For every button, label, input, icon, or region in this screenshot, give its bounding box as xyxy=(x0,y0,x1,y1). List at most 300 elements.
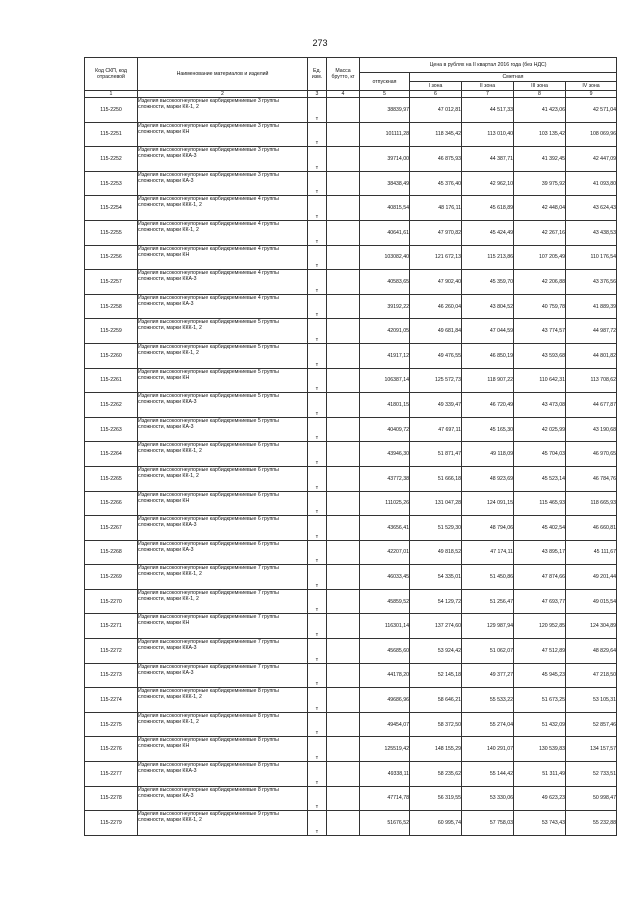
row-code: 115-2252 xyxy=(85,147,138,172)
row-release-price: 111025,26 xyxy=(360,491,410,516)
row-zone-3-price: 51 673,25 xyxy=(514,688,566,713)
table-row xyxy=(85,466,617,491)
table-row xyxy=(85,712,617,737)
row-zone-2-price: 44 387,71 xyxy=(462,147,514,172)
row-unit: т xyxy=(308,540,327,565)
table-row xyxy=(85,171,617,196)
row-zone-4-price: 46 784,76 xyxy=(566,466,617,491)
row-name: Изделия высокоогнеупорные карбидкремниевые 5 группы сложности, марки ККА-3 xyxy=(138,393,308,418)
row-zone-1-price: 131 047,28 xyxy=(410,491,462,516)
header-unit: Ед. изм. xyxy=(308,58,327,91)
table-body xyxy=(85,98,617,836)
row-zone-2-price: 140 291,07 xyxy=(462,737,514,762)
row-mass xyxy=(327,516,360,541)
row-zone-4-price: 113 708,62 xyxy=(566,368,617,393)
row-mass xyxy=(327,442,360,467)
row-code: 115-2259 xyxy=(85,319,138,344)
price-table xyxy=(84,57,617,836)
table-row xyxy=(85,343,617,368)
row-zone-3-price: 49 623,23 xyxy=(514,786,566,811)
row-unit: т xyxy=(308,442,327,467)
col-num: 4 xyxy=(327,91,360,98)
header-zone-4: IV зона xyxy=(566,82,617,91)
row-mass xyxy=(327,688,360,713)
row-name: Изделия высокоогнеупорные карбидкремниевые 7 группы сложности, марки ККА-3 xyxy=(138,639,308,664)
row-zone-1-price: 60 995,74 xyxy=(410,811,462,836)
col-num: 9 xyxy=(566,91,617,98)
row-release-price: 42207,01 xyxy=(360,540,410,565)
row-name: Изделия высокоогнеупорные карбидкремниевые 7 группы сложности, марки КК-1, 2 xyxy=(138,589,308,614)
row-zone-2-price: 45 424,49 xyxy=(462,220,514,245)
row-zone-3-price: 51 311,49 xyxy=(514,762,566,787)
row-name: Изделия высокоогнеупорные карбидкремниевые 6 группы сложности, марки ККК-1, 2 xyxy=(138,442,308,467)
row-zone-1-price: 51 871,47 xyxy=(410,442,462,467)
row-code: 115-2278 xyxy=(85,786,138,811)
row-zone-2-price: 129 987,94 xyxy=(462,614,514,639)
row-release-price: 43772,38 xyxy=(360,466,410,491)
row-zone-2-price: 49 118,09 xyxy=(462,442,514,467)
row-unit: т xyxy=(308,516,327,541)
table-row xyxy=(85,270,617,295)
header-zone-2: II зона xyxy=(462,82,514,91)
row-unit: т xyxy=(308,319,327,344)
header-name: Наименование материалов и изделий xyxy=(138,58,308,91)
row-code: 115-2253 xyxy=(85,171,138,196)
row-name: Изделия высокоогнеупорные карбидкремниевые 5 группы сложности, марки КА-3 xyxy=(138,417,308,442)
row-zone-1-price: 53 924,42 xyxy=(410,639,462,664)
row-name: Изделия высокоогнеупорные карбидкремниевые 8 группы сложности, марки КН xyxy=(138,737,308,762)
row-name: Изделия высокоогнеупорные карбидкремниевые 6 группы сложности, марки КК-1, 2 xyxy=(138,466,308,491)
row-zone-2-price: 55 144,42 xyxy=(462,762,514,787)
row-release-price: 46033,45 xyxy=(360,565,410,590)
row-zone-1-price: 49 476,55 xyxy=(410,343,462,368)
page-number: 273 xyxy=(312,38,328,48)
table-row xyxy=(85,737,617,762)
row-zone-2-price: 53 330,06 xyxy=(462,786,514,811)
row-code: 115-2274 xyxy=(85,688,138,713)
row-name: Изделия высокоогнеупорные карбидкремниевые 9 группы сложности, марки ККК-1, 2 xyxy=(138,811,308,836)
row-code: 115-2273 xyxy=(85,663,138,688)
row-zone-3-price: 45 945,23 xyxy=(514,663,566,688)
row-unit: т xyxy=(308,737,327,762)
row-zone-3-price: 42 267,16 xyxy=(514,220,566,245)
row-zone-4-price: 44 801,82 xyxy=(566,343,617,368)
row-code: 115-2268 xyxy=(85,540,138,565)
row-zone-1-price: 51 529,30 xyxy=(410,516,462,541)
row-zone-2-price: 47 174,11 xyxy=(462,540,514,565)
row-zone-3-price: 115 465,93 xyxy=(514,491,566,516)
row-release-price: 39714,00 xyxy=(360,147,410,172)
row-zone-4-price: 124 304,89 xyxy=(566,614,617,639)
row-unit: т xyxy=(308,688,327,713)
row-unit: т xyxy=(308,368,327,393)
row-unit: т xyxy=(308,343,327,368)
table-row xyxy=(85,639,617,664)
table-row xyxy=(85,196,617,221)
row-name: Изделия высокоогнеупорные карбидкремниевые 4 группы сложности, марки КК-1, 2 xyxy=(138,220,308,245)
row-release-price: 43656,41 xyxy=(360,516,410,541)
row-zone-1-price: 54 129,72 xyxy=(410,589,462,614)
row-zone-4-price: 118 665,93 xyxy=(566,491,617,516)
row-zone-3-price: 41 423,06 xyxy=(514,98,566,123)
row-release-price: 125519,42 xyxy=(360,737,410,762)
row-zone-3-price: 45 704,03 xyxy=(514,442,566,467)
row-zone-1-price: 49 818,52 xyxy=(410,540,462,565)
row-mass xyxy=(327,98,360,123)
row-zone-1-price: 47 697,11 xyxy=(410,417,462,442)
col-num: 7 xyxy=(462,91,514,98)
row-unit: т xyxy=(308,147,327,172)
row-zone-4-price: 134 157,57 xyxy=(566,737,617,762)
row-zone-4-price: 108 069,96 xyxy=(566,122,617,147)
row-zone-4-price: 42 571,04 xyxy=(566,98,617,123)
row-zone-1-price: 125 572,73 xyxy=(410,368,462,393)
row-zone-2-price: 113 010,40 xyxy=(462,122,514,147)
header-zone-1: I зона xyxy=(410,82,462,91)
header-price-title: Цена в рублях на II квартал 2016 года (без НДС) xyxy=(360,58,617,73)
row-mass xyxy=(327,663,360,688)
row-unit: т xyxy=(308,663,327,688)
row-mass xyxy=(327,294,360,319)
row-unit: т xyxy=(308,294,327,319)
row-code: 115-2262 xyxy=(85,393,138,418)
row-zone-1-price: 58 646,21 xyxy=(410,688,462,713)
row-name: Изделия высокоогнеупорные карбидкремниевые 3 группы сложности, марки ККА-3 xyxy=(138,147,308,172)
col-num: 2 xyxy=(138,91,308,98)
table-row xyxy=(85,614,617,639)
row-name: Изделия высокоогнеупорные карбидкремниевые 3 группы сложности, марки КН xyxy=(138,122,308,147)
col-num: 3 xyxy=(308,91,327,98)
row-release-price: 44178,20 xyxy=(360,663,410,688)
row-code: 115-2267 xyxy=(85,516,138,541)
row-zone-3-price: 40 759,78 xyxy=(514,294,566,319)
col-num: 6 xyxy=(410,91,462,98)
row-zone-2-price: 47 044,59 xyxy=(462,319,514,344)
row-zone-2-price: 43 804,52 xyxy=(462,294,514,319)
row-mass xyxy=(327,245,360,270)
header-code: Код СКП, код отраслевой xyxy=(85,58,138,91)
row-zone-3-price: 43 593,68 xyxy=(514,343,566,368)
row-name: Изделия высокоогнеупорные карбидкремниевые 8 группы сложности, марки КК-1, 2 xyxy=(138,712,308,737)
row-zone-1-price: 52 145,18 xyxy=(410,663,462,688)
row-release-price: 40815,54 xyxy=(360,196,410,221)
row-mass xyxy=(327,343,360,368)
row-code: 115-2275 xyxy=(85,712,138,737)
row-zone-1-price: 121 672,13 xyxy=(410,245,462,270)
row-name: Изделия высокоогнеупорные карбидкремниевые 3 группы сложности, марки КА-3 xyxy=(138,171,308,196)
row-zone-2-price: 51 256,47 xyxy=(462,589,514,614)
row-code: 115-2276 xyxy=(85,737,138,762)
row-zone-3-price: 43 473,08 xyxy=(514,393,566,418)
row-zone-3-price: 43 774,57 xyxy=(514,319,566,344)
row-zone-2-price: 124 091,15 xyxy=(462,491,514,516)
row-zone-3-price: 42 206,88 xyxy=(514,270,566,295)
row-release-price: 38438,49 xyxy=(360,171,410,196)
table-row xyxy=(85,589,617,614)
row-release-price: 40583,65 xyxy=(360,270,410,295)
row-code: 115-2279 xyxy=(85,811,138,836)
row-zone-3-price: 130 539,83 xyxy=(514,737,566,762)
row-name: Изделия высокоогнеупорные карбидкремниевые 8 группы сложности, марки ККА-3 xyxy=(138,762,308,787)
row-code: 115-2258 xyxy=(85,294,138,319)
row-release-price: 49454,07 xyxy=(360,712,410,737)
row-zone-2-price: 46 850,19 xyxy=(462,343,514,368)
row-zone-2-price: 55 533,22 xyxy=(462,688,514,713)
row-release-price: 47714,78 xyxy=(360,786,410,811)
row-mass xyxy=(327,712,360,737)
row-mass xyxy=(327,393,360,418)
row-zone-4-price: 53 105,31 xyxy=(566,688,617,713)
row-unit: т xyxy=(308,220,327,245)
row-mass xyxy=(327,589,360,614)
row-mass xyxy=(327,737,360,762)
row-mass xyxy=(327,466,360,491)
row-zone-4-price: 41 889,39 xyxy=(566,294,617,319)
row-mass xyxy=(327,270,360,295)
row-release-price: 116301,14 xyxy=(360,614,410,639)
row-zone-1-price: 137 274,60 xyxy=(410,614,462,639)
table-row xyxy=(85,147,617,172)
row-name: Изделия высокоогнеупорные карбидкремниевые 3 группы сложности, марки КК-1, 2 xyxy=(138,98,308,123)
table-row xyxy=(85,393,617,418)
row-zone-2-price: 48 923,69 xyxy=(462,466,514,491)
row-zone-1-price: 58 372,50 xyxy=(410,712,462,737)
row-zone-4-price: 50 998,47 xyxy=(566,786,617,811)
row-zone-2-price: 45 359,70 xyxy=(462,270,514,295)
row-zone-2-price: 51 062,07 xyxy=(462,639,514,664)
row-release-price: 49686,96 xyxy=(360,688,410,713)
row-unit: т xyxy=(308,491,327,516)
table-row xyxy=(85,442,617,467)
row-code: 115-2271 xyxy=(85,614,138,639)
row-mass xyxy=(327,122,360,147)
row-name: Изделия высокоогнеупорные карбидкремниевые 7 группы сложности, марки ККК-1, 2 xyxy=(138,565,308,590)
table-row xyxy=(85,417,617,442)
row-zone-1-price: 47 902,40 xyxy=(410,270,462,295)
row-mass xyxy=(327,614,360,639)
table-row xyxy=(85,294,617,319)
row-release-price: 106387,14 xyxy=(360,368,410,393)
row-release-price: 40409,72 xyxy=(360,417,410,442)
row-code: 115-2266 xyxy=(85,491,138,516)
row-zone-4-price: 45 111,67 xyxy=(566,540,617,565)
row-name: Изделия высокоогнеупорные карбидкремниевые 6 группы сложности, марки ККА-3 xyxy=(138,516,308,541)
row-mass xyxy=(327,220,360,245)
row-zone-3-price: 42 025,99 xyxy=(514,417,566,442)
row-zone-3-price: 51 432,09 xyxy=(514,712,566,737)
row-name: Изделия высокоогнеупорные карбидкремниевые 8 группы сложности, марки КА-3 xyxy=(138,786,308,811)
row-zone-3-price: 47 693,77 xyxy=(514,589,566,614)
row-zone-2-price: 45 618,89 xyxy=(462,196,514,221)
table-row xyxy=(85,540,617,565)
table-row xyxy=(85,663,617,688)
row-zone-1-price: 58 235,62 xyxy=(410,762,462,787)
row-release-price: 41917,12 xyxy=(360,343,410,368)
row-unit: т xyxy=(308,393,327,418)
row-unit: т xyxy=(308,171,327,196)
row-name: Изделия высокоогнеупорные карбидкремниевые 6 группы сложности, марки КА-3 xyxy=(138,540,308,565)
row-zone-1-price: 47 012,81 xyxy=(410,98,462,123)
row-unit: т xyxy=(308,98,327,123)
row-name: Изделия высокоогнеупорные карбидкремниевые 5 группы сложности, марки КК-1, 2 xyxy=(138,343,308,368)
row-unit: т xyxy=(308,196,327,221)
row-unit: т xyxy=(308,417,327,442)
row-unit: т xyxy=(308,565,327,590)
row-release-price: 45859,52 xyxy=(360,589,410,614)
row-zone-1-price: 49 339,47 xyxy=(410,393,462,418)
row-zone-1-price: 56 319,55 xyxy=(410,786,462,811)
row-zone-4-price: 55 232,88 xyxy=(566,811,617,836)
row-name: Изделия высокоогнеупорные карбидкремниевые 4 группы сложности, марки ККА-3 xyxy=(138,270,308,295)
row-mass xyxy=(327,639,360,664)
row-unit: т xyxy=(308,639,327,664)
row-name: Изделия высокоогнеупорные карбидкремниевые 5 группы сложности, марки ККК-1, 2 xyxy=(138,319,308,344)
row-release-price: 49338,11 xyxy=(360,762,410,787)
row-mass xyxy=(327,368,360,393)
row-name: Изделия высокоогнеупорные карбидкремниевые 4 группы сложности, марки ККК-1, 2 xyxy=(138,196,308,221)
row-name: Изделия высокоогнеупорные карбидкремниевые 4 группы сложности, марки КН xyxy=(138,245,308,270)
row-name: Изделия высокоогнеупорные карбидкремниевые 7 группы сложности, марки КА-3 xyxy=(138,663,308,688)
row-zone-3-price: 107 205,49 xyxy=(514,245,566,270)
row-zone-3-price: 45 402,54 xyxy=(514,516,566,541)
row-unit: т xyxy=(308,589,327,614)
table-row xyxy=(85,516,617,541)
row-unit: т xyxy=(308,614,327,639)
row-unit: т xyxy=(308,712,327,737)
table-row xyxy=(85,368,617,393)
header-release: отпускная xyxy=(360,73,410,91)
table-row xyxy=(85,220,617,245)
row-zone-2-price: 42 962,10 xyxy=(462,171,514,196)
table-row xyxy=(85,811,617,836)
row-zone-3-price: 120 952,85 xyxy=(514,614,566,639)
row-zone-1-price: 47 970,82 xyxy=(410,220,462,245)
row-zone-3-price: 47 874,66 xyxy=(514,565,566,590)
row-zone-2-price: 48 794,06 xyxy=(462,516,514,541)
row-zone-1-price: 118 345,42 xyxy=(410,122,462,147)
table-row xyxy=(85,491,617,516)
row-zone-4-price: 47 218,50 xyxy=(566,663,617,688)
row-zone-3-price: 103 135,42 xyxy=(514,122,566,147)
row-zone-4-price: 52 857,46 xyxy=(566,712,617,737)
row-zone-3-price: 41 392,45 xyxy=(514,147,566,172)
row-zone-4-price: 43 376,56 xyxy=(566,270,617,295)
row-zone-2-price: 44 517,33 xyxy=(462,98,514,123)
row-code: 115-2250 xyxy=(85,98,138,123)
row-zone-2-price: 118 907,22 xyxy=(462,368,514,393)
row-zone-3-price: 43 895,17 xyxy=(514,540,566,565)
table-row xyxy=(85,122,617,147)
row-code: 115-2265 xyxy=(85,466,138,491)
col-num: 5 xyxy=(360,91,410,98)
row-code: 115-2264 xyxy=(85,442,138,467)
row-zone-2-price: 51 450,86 xyxy=(462,565,514,590)
table-row xyxy=(85,245,617,270)
row-zone-1-price: 148 155,29 xyxy=(410,737,462,762)
row-code: 115-2256 xyxy=(85,245,138,270)
row-unit: т xyxy=(308,245,327,270)
row-name: Изделия высокоогнеупорные карбидкремниевые 5 группы сложности, марки КН xyxy=(138,368,308,393)
row-zone-1-price: 54 335,01 xyxy=(410,565,462,590)
row-zone-1-price: 46 260,04 xyxy=(410,294,462,319)
row-mass xyxy=(327,811,360,836)
row-zone-3-price: 110 642,31 xyxy=(514,368,566,393)
row-zone-1-price: 49 681,84 xyxy=(410,319,462,344)
row-name: Изделия высокоогнеупорные карбидкремниевые 6 группы сложности, марки КН xyxy=(138,491,308,516)
row-zone-4-price: 52 733,51 xyxy=(566,762,617,787)
row-mass xyxy=(327,786,360,811)
row-code: 115-2272 xyxy=(85,639,138,664)
row-mass xyxy=(327,417,360,442)
row-release-price: 40641,61 xyxy=(360,220,410,245)
row-release-price: 51676,52 xyxy=(360,811,410,836)
row-name: Изделия высокоогнеупорные карбидкремниевые 7 группы сложности, марки КН xyxy=(138,614,308,639)
row-code: 115-2261 xyxy=(85,368,138,393)
row-code: 115-2251 xyxy=(85,122,138,147)
row-release-price: 43946,30 xyxy=(360,442,410,467)
row-zone-4-price: 43 624,43 xyxy=(566,196,617,221)
row-zone-3-price: 53 743,43 xyxy=(514,811,566,836)
table-row xyxy=(85,786,617,811)
row-zone-4-price: 44 987,72 xyxy=(566,319,617,344)
header-estimate: Сметная xyxy=(410,73,617,82)
row-zone-4-price: 46 660,81 xyxy=(566,516,617,541)
table-row xyxy=(85,98,617,123)
row-zone-4-price: 41 093,80 xyxy=(566,171,617,196)
row-unit: т xyxy=(308,466,327,491)
header-mass: Масса брутто, кг xyxy=(327,58,360,91)
row-code: 115-2270 xyxy=(85,589,138,614)
row-zone-2-price: 49 377,27 xyxy=(462,663,514,688)
row-zone-4-price: 48 829,64 xyxy=(566,639,617,664)
row-zone-4-price: 43 438,53 xyxy=(566,220,617,245)
row-zone-3-price: 47 512,89 xyxy=(514,639,566,664)
row-zone-3-price: 45 523,14 xyxy=(514,466,566,491)
row-zone-4-price: 49 201,44 xyxy=(566,565,617,590)
row-release-price: 101111,28 xyxy=(360,122,410,147)
row-unit: т xyxy=(308,786,327,811)
row-mass xyxy=(327,319,360,344)
row-zone-4-price: 46 970,65 xyxy=(566,442,617,467)
row-zone-1-price: 51 666,18 xyxy=(410,466,462,491)
row-zone-2-price: 45 165,30 xyxy=(462,417,514,442)
row-zone-2-price: 57 758,03 xyxy=(462,811,514,836)
row-code: 115-2277 xyxy=(85,762,138,787)
table-row xyxy=(85,319,617,344)
row-mass xyxy=(327,565,360,590)
row-name: Изделия высокоогнеупорные карбидкремниевые 8 группы сложности, марки ККК-1, 2 xyxy=(138,688,308,713)
table-row xyxy=(85,688,617,713)
table-row xyxy=(85,762,617,787)
row-code: 115-2269 xyxy=(85,565,138,590)
row-zone-2-price: 46 720,49 xyxy=(462,393,514,418)
row-zone-4-price: 44 677,87 xyxy=(566,393,617,418)
row-mass xyxy=(327,491,360,516)
row-mass xyxy=(327,171,360,196)
row-code: 115-2257 xyxy=(85,270,138,295)
row-zone-1-price: 48 176,11 xyxy=(410,196,462,221)
row-code: 115-2260 xyxy=(85,343,138,368)
row-zone-3-price: 39 975,92 xyxy=(514,171,566,196)
row-release-price: 45685,60 xyxy=(360,639,410,664)
row-release-price: 103082,40 xyxy=(360,245,410,270)
col-num: 1 xyxy=(85,91,138,98)
row-code: 115-2255 xyxy=(85,220,138,245)
col-num: 8 xyxy=(514,91,566,98)
row-unit: т xyxy=(308,811,327,836)
row-mass xyxy=(327,147,360,172)
row-release-price: 41801,15 xyxy=(360,393,410,418)
